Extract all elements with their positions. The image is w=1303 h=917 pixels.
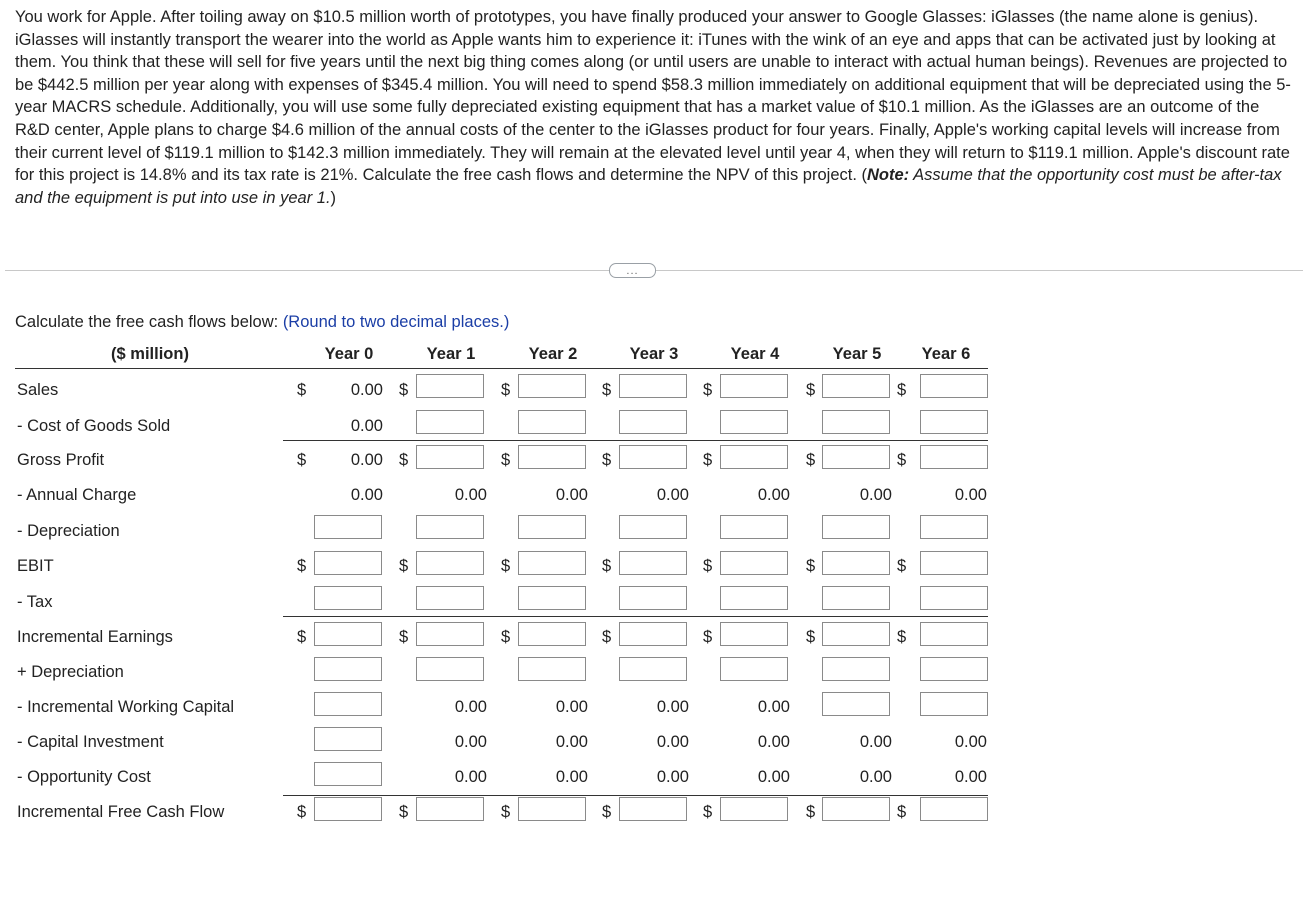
working-capital-year-2-value: 0.00 [555, 698, 588, 716]
working-capital-year-3-value: 0.00 [656, 698, 689, 716]
dollar-sign: $ [703, 557, 713, 575]
earnings-year-2-input[interactable] [518, 622, 586, 646]
capital-investment-year-1-value: 0.00 [454, 733, 487, 751]
capital-investment-year-2-value: 0.00 [555, 733, 588, 751]
closing-paren: ) [330, 188, 337, 207]
instruction-lead: Calculate the free cash flows below: [15, 313, 279, 331]
working-capital-year-5-input[interactable] [822, 692, 890, 716]
gross-profit-year-6-input[interactable] [920, 445, 988, 469]
sales-year-5-input[interactable] [822, 374, 890, 398]
capital-investment-year-0-input[interactable] [314, 727, 382, 751]
note-label: Note: [867, 166, 910, 185]
sales-year-1-input[interactable] [416, 374, 484, 398]
depreciation-year-0-input[interactable] [314, 515, 382, 539]
fcf-year-5-input[interactable] [822, 797, 890, 821]
add-depreciation-year-6-input[interactable] [920, 657, 988, 681]
row-label-gross-profit: Gross Profit [17, 451, 105, 469]
add-depreciation-year-0-input[interactable] [314, 657, 382, 681]
row-label-free-cash-flow: Incremental Free Cash Flow [17, 803, 225, 821]
dollar-sign: $ [897, 381, 907, 399]
year-5-header: Year 5 [832, 345, 882, 363]
dollar-sign: $ [602, 557, 612, 575]
row-label-add-depreciation: + Depreciation [17, 663, 124, 681]
depreciation-year-2-input[interactable] [518, 515, 586, 539]
header-rule [15, 368, 988, 369]
add-depreciation-year-3-input[interactable] [619, 657, 687, 681]
fcf-year-2-input[interactable] [518, 797, 586, 821]
cogs-year-2-input[interactable] [518, 410, 586, 434]
capital-investment-year-5-value: 0.00 [859, 733, 892, 751]
depreciation-year-6-input[interactable] [920, 515, 988, 539]
fcf-year-4-input[interactable] [720, 797, 788, 821]
dollar-sign: $ [703, 628, 713, 646]
dollar-sign: $ [602, 451, 612, 469]
dollar-sign: $ [703, 803, 713, 821]
fcf-year-6-input[interactable] [920, 797, 988, 821]
dollar-sign: $ [297, 557, 307, 575]
annual-charge-year-2-value: 0.00 [555, 486, 588, 504]
depreciation-year-3-input[interactable] [619, 515, 687, 539]
opportunity-cost-year-5-value: 0.00 [859, 768, 892, 786]
earnings-year-4-input[interactable] [720, 622, 788, 646]
tax-year-4-input[interactable] [720, 586, 788, 610]
dollar-sign: $ [806, 628, 816, 646]
gross-profit-year-3-input[interactable] [619, 445, 687, 469]
annual-charge-year-1-value: 0.00 [454, 486, 487, 504]
opportunity-cost-year-3-value: 0.00 [656, 768, 689, 786]
year-4-header: Year 4 [730, 345, 780, 363]
expand-more-button[interactable]: ... [609, 263, 656, 278]
ebit-year-4-input[interactable] [720, 551, 788, 575]
dollar-sign: $ [297, 451, 307, 469]
working-capital-year-4-value: 0.00 [757, 698, 790, 716]
working-capital-year-6-input[interactable] [920, 692, 988, 716]
year-2-header: Year 2 [528, 345, 578, 363]
fcf-year-0-input[interactable] [314, 797, 382, 821]
rounding-hint: (Round to two decimal places.) [282, 313, 510, 331]
tax-year-1-input[interactable] [416, 586, 484, 610]
dollar-sign: $ [501, 451, 511, 469]
add-depreciation-year-2-input[interactable] [518, 657, 586, 681]
year-6-header: Year 6 [921, 345, 971, 363]
dollar-sign: $ [501, 803, 511, 821]
problem-text: You work for Apple. After toiling away on $10.5 million worth of prototypes, you have finally produced your answer to Google Glasses: iGlasses (the name alone is genius). iGlasses will instantly transport the wearer into the world as Apple wants him to experience it: iTunes with the wink of an eye and apps that can be activated just by looking at them. You think that these will sell for five years until the next big thing comes along (or until users are unable to interact with actual human beings). Revenues are projected to be $442.5 million per year along with expenses of $345.4 million. You will need to spend $58.3 million immediately on additional equipment that will be depreciated using the 5-year MACRS schedule. Additionally, you will use some fully depreciated existing equipment that has a market value of $10.1 million. As the iGlasses are an outcome of the R&D center, Apple plans to charge $4.6 million of the annual costs of the center to the iGlasses product for four years. Finally, Apple's working capital levels will increase from their current level of $119.1 million to $142.3 million immediately. They will remain at the elevated level until year 4, when they will return to $119.1 million. Apple's discount rate for this project is 14.8% and its tax rate is 21%. Calculate the free cash flows and determine the NPV of this project. ( [15, 8, 1291, 185]
opportunity-cost-year-0-input[interactable] [314, 762, 382, 786]
dollar-sign: $ [501, 381, 511, 399]
earnings-year-1-input[interactable] [416, 622, 484, 646]
dollar-sign: $ [297, 803, 307, 821]
row-label-working-capital: - Incremental Working Capital [17, 698, 235, 716]
gross-profit-rule [283, 440, 988, 441]
dollar-sign: $ [897, 803, 907, 821]
ebit-year-1-input[interactable] [416, 551, 484, 575]
dollar-sign: $ [602, 381, 612, 399]
ebit-year-2-input[interactable] [518, 551, 586, 575]
cogs-year-3-input[interactable] [619, 410, 687, 434]
fcf-rule [283, 795, 988, 796]
row-label-sales: Sales [17, 381, 59, 399]
dollar-sign: $ [897, 557, 907, 575]
year-1-header: Year 1 [426, 345, 476, 363]
gross-profit-year-4-input[interactable] [720, 445, 788, 469]
add-depreciation-year-5-input[interactable] [822, 657, 890, 681]
note-text: Assume that the opportunity cost must be after-tax and the equipment is put into use in year 1. [15, 166, 1282, 207]
tax-year-0-input[interactable] [314, 586, 382, 610]
depreciation-year-4-input[interactable] [720, 515, 788, 539]
cogs-year-0-value: 0.00 [350, 417, 383, 435]
earnings-rule [283, 616, 988, 617]
row-label-opportunity-cost: - Opportunity Cost [17, 768, 151, 786]
dollar-sign: $ [897, 451, 907, 469]
sales-year-2-input[interactable] [518, 374, 586, 398]
annual-charge-year-3-value: 0.00 [656, 486, 689, 504]
earnings-year-6-input[interactable] [920, 622, 988, 646]
cogs-year-1-input[interactable] [416, 410, 484, 434]
dollar-sign: $ [399, 803, 409, 821]
tax-year-6-input[interactable] [920, 586, 988, 610]
dollar-sign: $ [806, 451, 816, 469]
sales-year-6-input[interactable] [920, 374, 988, 398]
annual-charge-year-6-value: 0.00 [954, 486, 987, 504]
dollar-sign: $ [399, 381, 409, 399]
earnings-year-0-input[interactable] [314, 622, 382, 646]
opportunity-cost-year-4-value: 0.00 [757, 768, 790, 786]
ebit-year-5-input[interactable] [822, 551, 890, 575]
dollar-sign: $ [297, 628, 307, 646]
sales-year-0-value: 0.00 [350, 381, 383, 399]
annual-charge-year-5-value: 0.00 [859, 486, 892, 504]
opportunity-cost-year-2-value: 0.00 [555, 768, 588, 786]
ebit-year-3-input[interactable] [619, 551, 687, 575]
working-capital-year-1-value: 0.00 [454, 698, 487, 716]
dollar-sign: $ [806, 803, 816, 821]
annual-charge-year-0-value: 0.00 [350, 486, 383, 504]
add-depreciation-year-1-input[interactable] [416, 657, 484, 681]
dollar-sign: $ [703, 451, 713, 469]
dollar-sign: $ [703, 381, 713, 399]
cogs-year-6-input[interactable] [920, 410, 988, 434]
unit-header: ($ million) [111, 345, 189, 363]
opportunity-cost-year-6-value: 0.00 [954, 768, 987, 786]
earnings-year-5-input[interactable] [822, 622, 890, 646]
annual-charge-year-4-value: 0.00 [757, 486, 790, 504]
problem-statement [15, 6, 1295, 209]
gross-profit-year-1-input[interactable] [416, 445, 484, 469]
depreciation-year-5-input[interactable] [822, 515, 890, 539]
fcf-year-3-input[interactable] [619, 797, 687, 821]
dollar-sign: $ [806, 557, 816, 575]
dollar-sign: $ [297, 381, 307, 399]
sales-year-3-input[interactable] [619, 374, 687, 398]
gross-profit-year-0-value: 0.00 [350, 451, 383, 469]
row-label-annual-charge: - Annual Charge [17, 486, 137, 504]
ebit-year-0-input[interactable] [314, 551, 382, 575]
depreciation-year-1-input[interactable] [416, 515, 484, 539]
working-capital-year-0-input[interactable] [314, 692, 382, 716]
gross-profit-year-5-input[interactable] [822, 445, 890, 469]
instruction [15, 313, 509, 332]
row-label-cogs: - Cost of Goods Sold [17, 417, 171, 435]
sales-year-4-input[interactable] [720, 374, 788, 398]
capital-investment-year-3-value: 0.00 [656, 733, 689, 751]
dollar-sign: $ [806, 381, 816, 399]
capital-investment-year-6-value: 0.00 [954, 733, 987, 751]
dollar-sign: $ [602, 628, 612, 646]
dollar-sign: $ [501, 628, 511, 646]
row-label-incremental-earnings: Incremental Earnings [17, 628, 173, 646]
fcf-year-1-input[interactable] [416, 797, 484, 821]
row-label-tax: - Tax [17, 593, 53, 611]
gross-profit-year-2-input[interactable] [518, 445, 586, 469]
tax-year-3-input[interactable] [619, 586, 687, 610]
row-label-depreciation: - Depreciation [17, 522, 120, 540]
year-0-header: Year 0 [324, 345, 374, 363]
dollar-sign: $ [602, 803, 612, 821]
ebit-year-6-input[interactable] [920, 551, 988, 575]
row-label-ebit: EBIT [17, 557, 54, 575]
year-3-header: Year 3 [629, 345, 679, 363]
cogs-year-5-input[interactable] [822, 410, 890, 434]
opportunity-cost-year-1-value: 0.00 [454, 768, 487, 786]
dollar-sign: $ [897, 628, 907, 646]
add-depreciation-year-4-input[interactable] [720, 657, 788, 681]
dollar-sign: $ [399, 557, 409, 575]
capital-investment-year-4-value: 0.00 [757, 733, 790, 751]
cogs-year-4-input[interactable] [720, 410, 788, 434]
dollar-sign: $ [501, 557, 511, 575]
tax-year-2-input[interactable] [518, 586, 586, 610]
dollar-sign: $ [399, 451, 409, 469]
dollar-sign: $ [399, 628, 409, 646]
earnings-year-3-input[interactable] [619, 622, 687, 646]
row-label-capital-investment: - Capital Investment [17, 733, 164, 751]
tax-year-5-input[interactable] [822, 586, 890, 610]
